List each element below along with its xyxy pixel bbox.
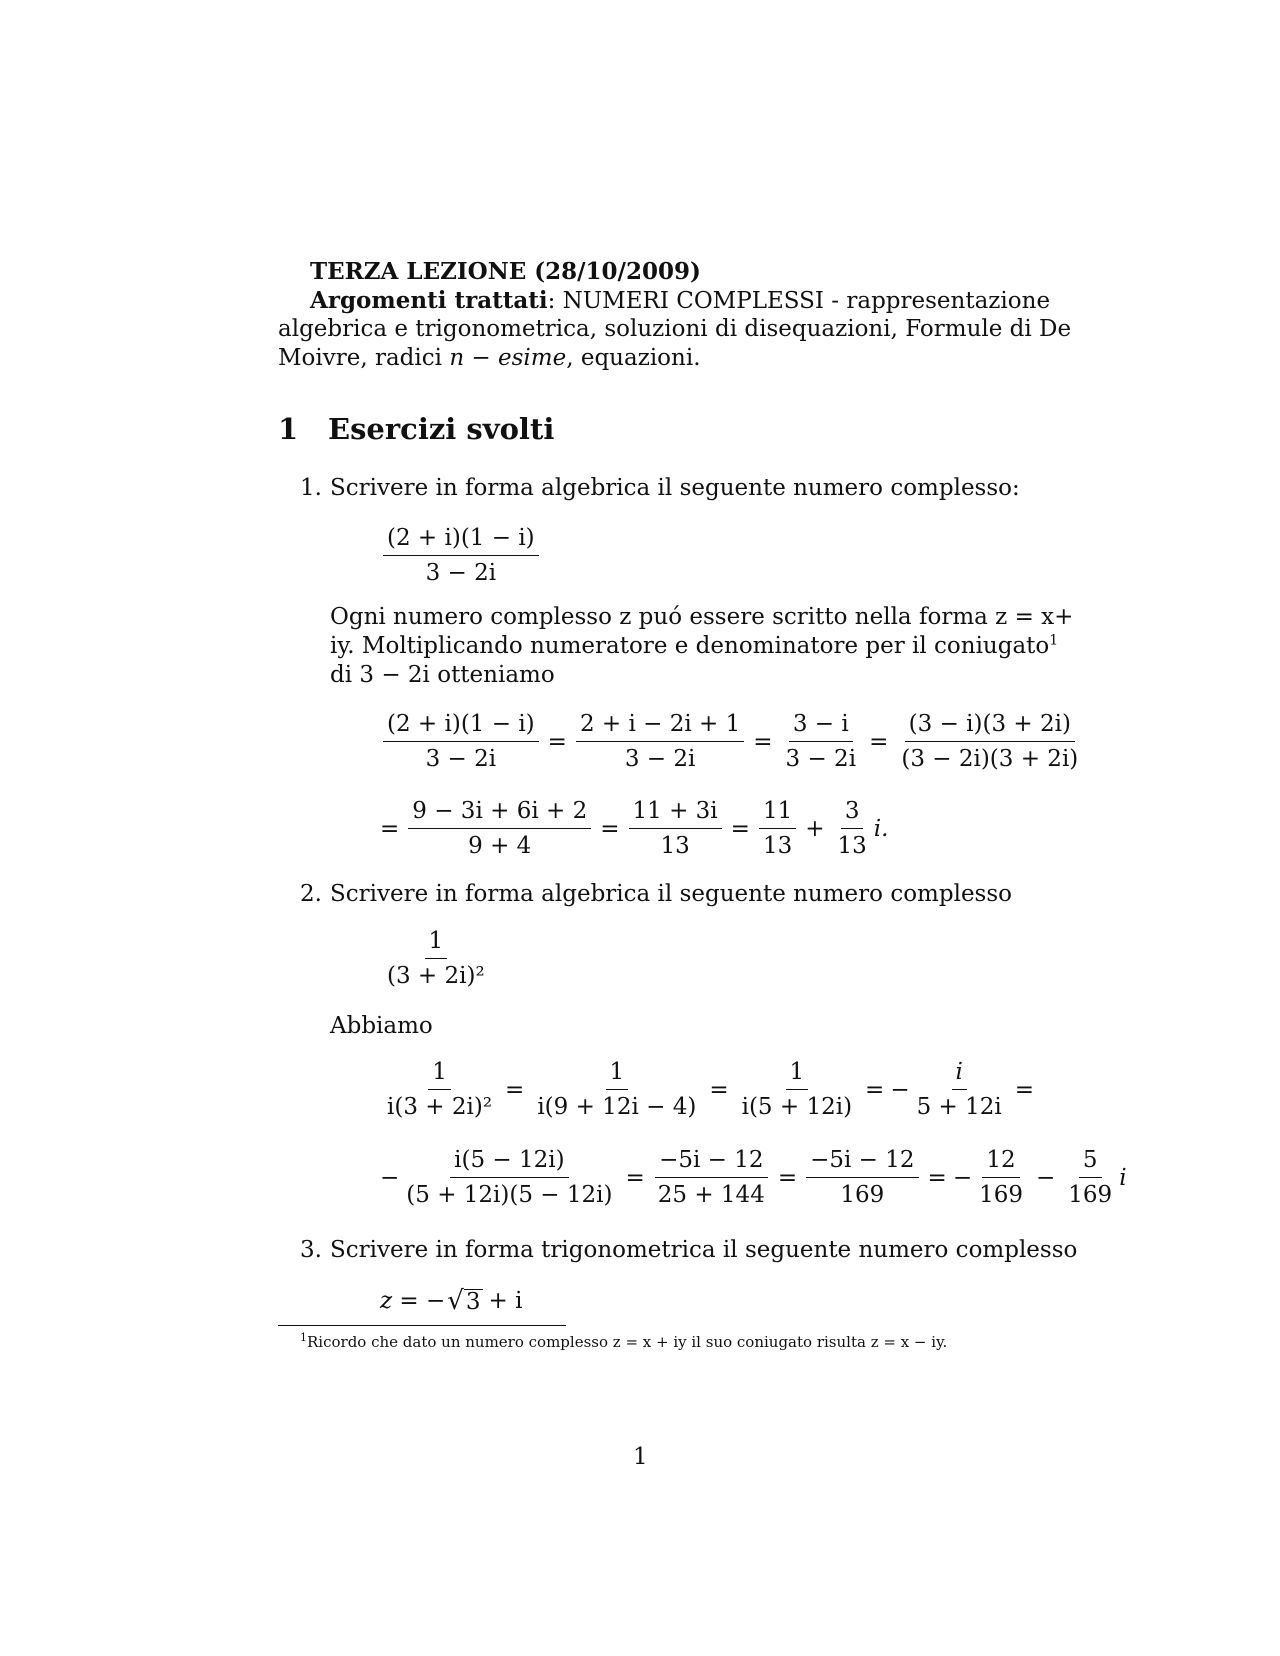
denominator: 3 − 2i xyxy=(425,746,497,772)
numerator: i(5 − 12i) xyxy=(450,1146,568,1178)
footnote-rule xyxy=(278,1325,566,1326)
fraction xyxy=(383,927,489,990)
topics-label: Argomenti trattati xyxy=(310,287,548,314)
denominator: 3 − 2i xyxy=(624,746,696,772)
equals-sign: = xyxy=(625,1164,645,1191)
numerator: 11 xyxy=(759,797,796,829)
numerator: (3 − i)(3 + 2i) xyxy=(905,710,1075,742)
denominator: 3 − 2i xyxy=(425,560,497,586)
denominator: (3 − 2i)(3 + 2i) xyxy=(901,746,1079,772)
equals-sign: = xyxy=(777,1164,798,1191)
fraction xyxy=(782,710,861,773)
ex2-given-fraction xyxy=(380,927,492,990)
fraction xyxy=(834,797,871,860)
numerator: −5i − 12 xyxy=(806,1146,918,1178)
equals-sign: = xyxy=(927,1164,947,1191)
equals-sign: = xyxy=(380,815,400,842)
denominator: 25 + 144 xyxy=(657,1182,765,1208)
equals-sign: = xyxy=(1014,1076,1035,1103)
ex3-number: 3. xyxy=(300,1237,322,1263)
ex1-para-line-2 xyxy=(330,632,1058,661)
equals-sign: = xyxy=(547,728,567,755)
ex1-derivation-row-1 xyxy=(380,710,1085,773)
minus-sign: − xyxy=(1036,1164,1056,1191)
ex1-para-text-2: iy. Moltiplicando numeratore e denominatore per il coniugato xyxy=(330,633,1050,659)
topics-text-3b: , equazioni. xyxy=(566,345,701,371)
numerator: 5 xyxy=(1079,1146,1102,1178)
denominator: 169 xyxy=(979,1182,1023,1208)
ex2-derivation-row-2 xyxy=(380,1146,1127,1209)
topics-math-n-esime: n − esime xyxy=(449,345,567,371)
denominator: i(5 + 12i) xyxy=(741,1094,853,1120)
numerator: 2 + i − 2i + 1 xyxy=(576,710,744,742)
denominator: 5 + 12i xyxy=(916,1094,1002,1120)
minus-sign: − xyxy=(380,1164,400,1191)
fraction xyxy=(759,797,796,860)
topics-text-3a: Moivre, radici xyxy=(278,345,450,371)
eq-right: + i xyxy=(488,1288,523,1314)
sqrt-icon: √ xyxy=(447,1286,464,1316)
denominator: 3 − 2i xyxy=(785,746,857,772)
denominator: 9 + 4 xyxy=(468,833,532,859)
ex1-statement: Scrivere in forma algebrica il seguente numero complesso: xyxy=(330,475,1020,501)
fraction xyxy=(402,1146,616,1209)
equals-sign: = xyxy=(753,728,773,755)
numerator: 1 xyxy=(425,927,448,959)
equals-sign: = xyxy=(505,1076,525,1103)
ex3-statement: Scrivere in forma trigonometrica il seguente numero complesso xyxy=(330,1237,1078,1263)
minus-sign: − xyxy=(952,1164,973,1191)
fraction xyxy=(629,797,722,860)
lecture-title: TERZA LEZIONE (28/10/2009) xyxy=(310,258,701,285)
topics-line-3 xyxy=(278,344,701,373)
topics-line-2: algebrica e trigonometrica, soluzioni di disequazioni, Formule di De xyxy=(278,316,1072,342)
section-title: Esercizi svolti xyxy=(328,412,555,446)
footnote-text: Ricordo che dato un numero complesso z = x + iy il suo coniugato risulta z = x − iy. xyxy=(307,1333,948,1351)
imaginary-unit: i xyxy=(1119,1164,1127,1191)
ex1-para-line-1: Ogni numero complesso z puó essere scritto nella forma z = x+ xyxy=(330,604,1074,630)
equals-sign: = xyxy=(709,1076,729,1103)
numerator: i xyxy=(952,1058,967,1090)
sqrt-argument: 3 xyxy=(465,1288,481,1315)
fraction xyxy=(738,1058,856,1121)
fraction xyxy=(913,1058,1006,1121)
fraction xyxy=(654,1146,769,1209)
equals-sign: = xyxy=(730,815,750,842)
numerator: 12 xyxy=(982,1146,1019,1178)
numerator: 9 − 3i + 6i + 2 xyxy=(408,797,591,829)
equals-sign: = xyxy=(600,815,620,842)
imaginary-unit: i. xyxy=(873,815,889,842)
denominator: 169 xyxy=(840,1182,885,1208)
ex2-derivation-row-1 xyxy=(380,1058,1040,1121)
footnote xyxy=(300,1333,947,1351)
fraction xyxy=(383,710,539,773)
equals-sign: = xyxy=(865,1076,885,1103)
eq-left: z = − xyxy=(380,1288,446,1314)
denominator: i(3 + 2i)² xyxy=(387,1094,493,1120)
denominator: (3 + 2i)² xyxy=(387,963,485,989)
fraction xyxy=(383,1058,496,1121)
numerator: 3 xyxy=(841,797,864,829)
ex2-number: 2. xyxy=(300,881,322,907)
fraction xyxy=(408,797,591,860)
topics-line-1 xyxy=(310,286,1050,316)
minus-sign: − xyxy=(890,1076,910,1103)
numerator: (2 + i)(1 − i) xyxy=(383,524,539,556)
numerator: 1 xyxy=(606,1058,629,1090)
fraction xyxy=(383,524,539,587)
ex1-para-line-3: di 3 − 2i otteniamo xyxy=(330,662,555,688)
denominator: 13 xyxy=(837,833,867,859)
numerator: 1 xyxy=(786,1058,809,1090)
topics-text-1: : NUMERI COMPLESSI - rappresentazione xyxy=(547,288,1051,314)
page-number: 1 xyxy=(633,1444,648,1470)
fraction xyxy=(576,710,744,773)
ex1-given-fraction xyxy=(380,524,542,587)
numerator: 3 − i xyxy=(789,710,853,742)
fraction xyxy=(897,710,1082,773)
numerator: (2 + i)(1 − i) xyxy=(383,710,539,742)
numerator: −5i − 12 xyxy=(655,1146,767,1178)
fraction xyxy=(533,1058,700,1121)
fraction xyxy=(975,1146,1027,1209)
ex2-abbiamo: Abbiamo xyxy=(330,1013,433,1039)
denominator: i(9 + 12i − 4) xyxy=(537,1094,697,1120)
ex2-statement: Scrivere in forma algebrica il seguente numero complesso xyxy=(330,881,1013,907)
denominator: 169 xyxy=(1068,1182,1113,1208)
ex3-equation xyxy=(380,1286,522,1316)
section-number: 1 xyxy=(278,412,299,446)
fraction xyxy=(1064,1146,1116,1209)
numerator: 11 + 3i xyxy=(629,797,722,829)
footnote-mark: 1 xyxy=(300,1331,307,1344)
fraction xyxy=(806,1146,918,1209)
denominator: 13 xyxy=(660,833,690,859)
numerator: 1 xyxy=(428,1058,451,1090)
ex1-number: 1. xyxy=(300,475,322,501)
plus-sign: + xyxy=(805,815,825,842)
denominator: (5 + 12i)(5 − 12i) xyxy=(406,1182,613,1208)
denominator: 13 xyxy=(762,833,793,859)
equals-sign: = xyxy=(869,728,889,755)
footnote-marker: 1 xyxy=(1049,632,1059,649)
ex1-derivation-row-2 xyxy=(380,797,888,860)
